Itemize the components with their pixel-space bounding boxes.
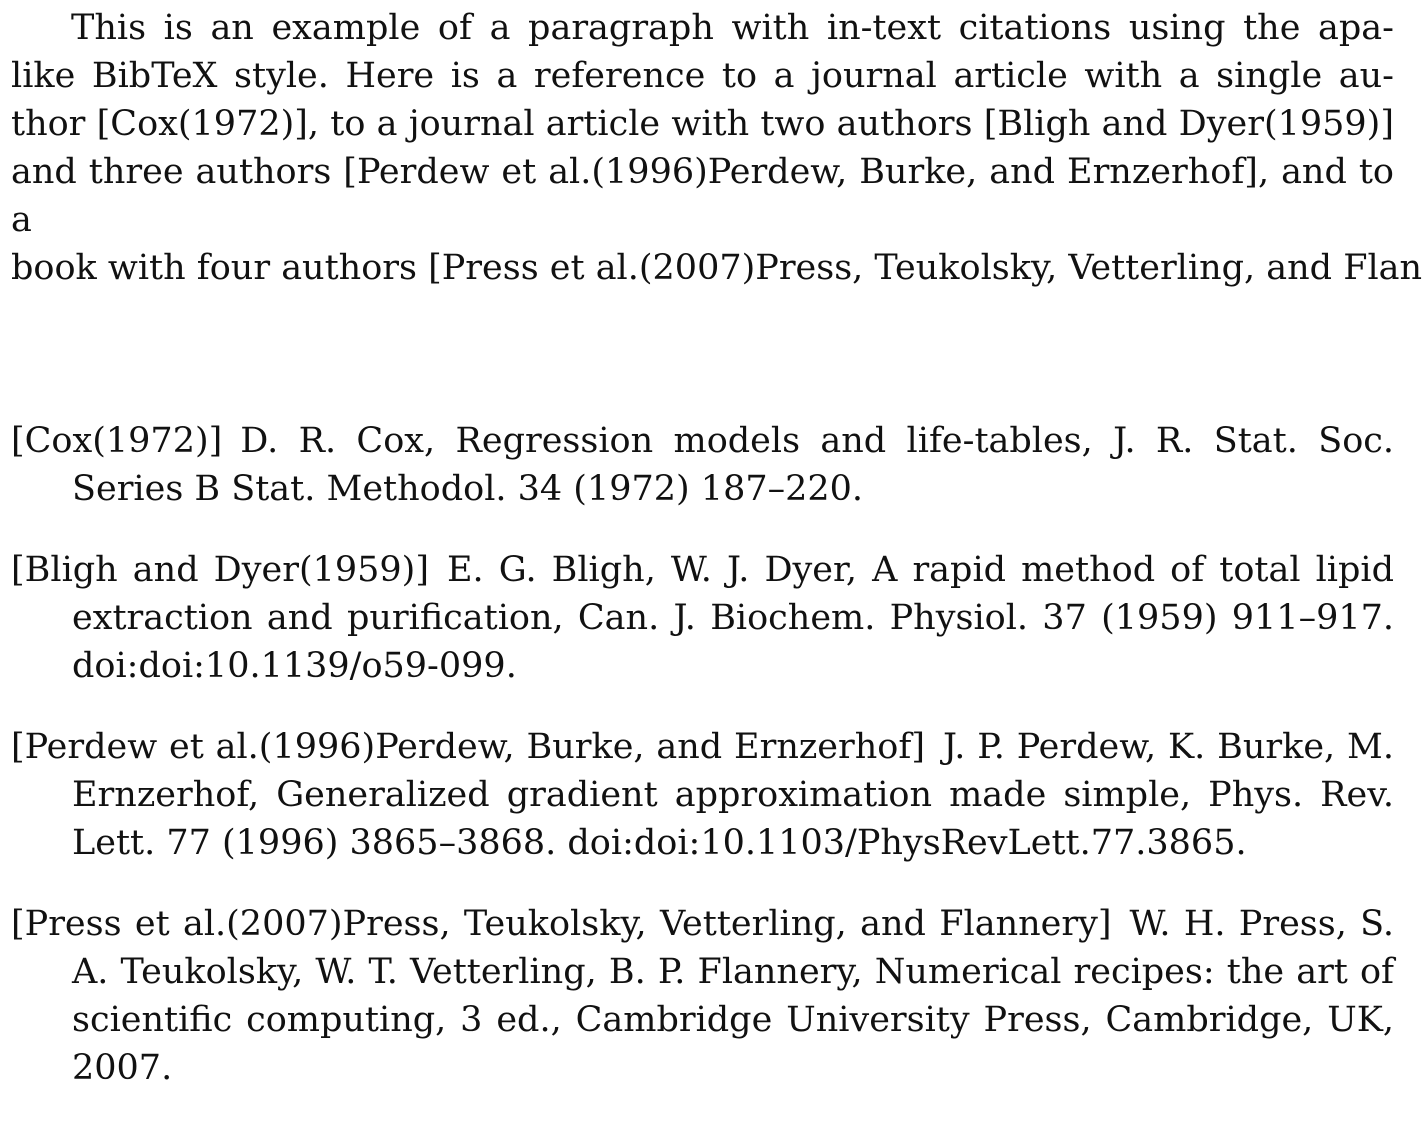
reference-entry-press bbox=[11, 900, 1394, 1092]
reference-text: J. P. Perdew, K. Burke, M. Ernzerhof, Generalized gradient approximation made simple, Phys. Rev. Lett. 77 (1996) 3865–3868. doi:doi:10.1103/PhysRevLett.77.3865. bbox=[72, 727, 1394, 863]
reference-label: [Perdew et al.(1996)Perdew, Burke, and Ernzerhof] bbox=[11, 727, 925, 767]
reference-list bbox=[11, 417, 1394, 1125]
body-paragraph bbox=[11, 4, 1422, 288]
paragraph-line-3: thor [Cox(1972)], to a journal article with two authors [Bligh and Dyer(1959)] bbox=[11, 104, 1394, 144]
paragraph-line-1: This is an example of a paragraph with in-text citations using the apa- bbox=[71, 8, 1394, 48]
reference-label: [Press et al.(2007)Press, Teukolsky, Vetterling, and Flannery] bbox=[11, 904, 1112, 944]
reference-entry-bligh-dyer bbox=[11, 546, 1394, 690]
paragraph-line-4: and three authors [Perdew et al.(1996)Perdew, Burke, and Ernzerhof], and to a bbox=[11, 152, 1394, 240]
reference-text: W. H. Press, S. A. Teukolsky, W. T. Vetterling, B. P. Flannery, Numerical recipes: the art of scientific computing, 3 ed., Cambridge University Press, Cambridge, UK, 2007. bbox=[72, 904, 1394, 1088]
reference-text: D. R. Cox, Regression models and life-tables, J. R. Stat. Soc. Series B Stat. Methodol. 34 (1972) 187–220. bbox=[72, 421, 1394, 509]
paragraph-line-2: like BibTeX style. Here is a reference to a journal article with a single au- bbox=[11, 56, 1394, 96]
reference-label: [Bligh and Dyer(1959)] bbox=[11, 550, 429, 590]
document-page bbox=[11, 0, 1422, 1096]
reference-entry-perdew bbox=[11, 723, 1394, 867]
reference-entry-cox bbox=[11, 417, 1394, 513]
reference-label: [Cox(1972)] bbox=[11, 421, 223, 461]
reference-text: E. G. Bligh, W. J. Dyer, A rapid method of total lipid extraction and purification, Can. J. Biochem. Physiol. 37 (1959) 911–917. doi:doi:10.1139/o59-099. bbox=[72, 550, 1394, 686]
paragraph-line-5: book with four authors [Press et al.(2007)Press, Teukolsky, Vetterling, and Flan bbox=[11, 248, 1422, 288]
